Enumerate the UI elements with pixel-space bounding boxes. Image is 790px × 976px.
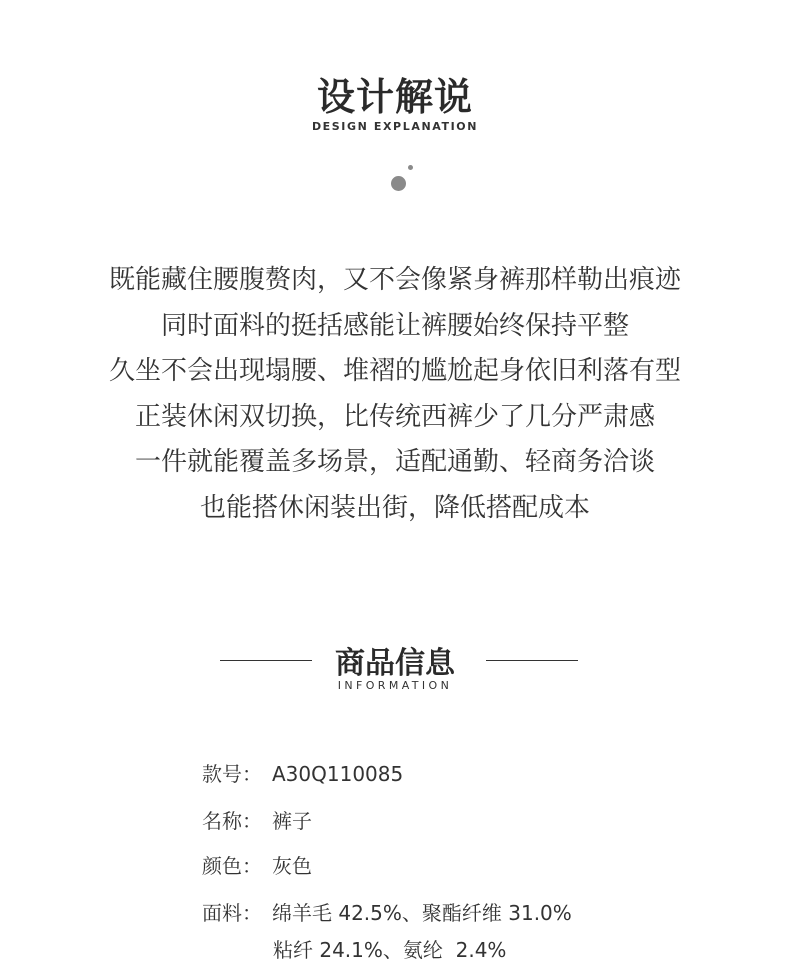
spec-label: 名称： [202, 809, 262, 833]
info-section-subtitle: INFORMATION [337, 679, 453, 692]
design-section-title: 设计解说 [316, 75, 473, 119]
description-line: 既能藏住腰腹赘肉，又不会像紧身裤那样勒出痕迹 [108, 265, 681, 295]
design-description [0, 258, 790, 531]
info-section-title: 商品信息 [335, 646, 455, 681]
spec-fabric-continued: 粘纤 24.1%、氨纶 2.4% [273, 938, 507, 962]
spec-label: 面料： [202, 901, 262, 925]
spec-row-color [202, 850, 312, 879]
spec-value: 灰色 [272, 854, 312, 878]
description-line: 也能搭休闲装出街，降低搭配成本 [199, 492, 590, 523]
spec-value: 绵羊毛 42.5%、聚酯纤维 31.0% [272, 901, 572, 925]
spec-label: 颜色： [202, 854, 262, 878]
spec-row-style-number [202, 758, 403, 787]
spec-value: 裤子 [272, 809, 312, 833]
spec-label: 款号： [202, 762, 262, 786]
description-line: 久坐不会出现塌腰、堆褶的尴尬起身依旧利落有型 [108, 356, 681, 386]
description-line: 正装休闲双切换，比传统西裤少了几分严肃感 [134, 401, 655, 432]
spec-row-name [202, 805, 312, 834]
design-section-subtitle: DESIGN EXPLANATION [311, 120, 479, 133]
decorative-dot-small [408, 165, 413, 170]
decorative-dot-large [391, 176, 406, 191]
description-line: 一件就能覆盖多场景，适配通勤、轻商务洽谈 [134, 447, 655, 477]
description-line: 同时面料的挺括感能让裤腰始终保持平整 [160, 310, 629, 341]
spec-value: A30Q110085 [272, 762, 404, 786]
spec-row-fabric [202, 897, 572, 926]
